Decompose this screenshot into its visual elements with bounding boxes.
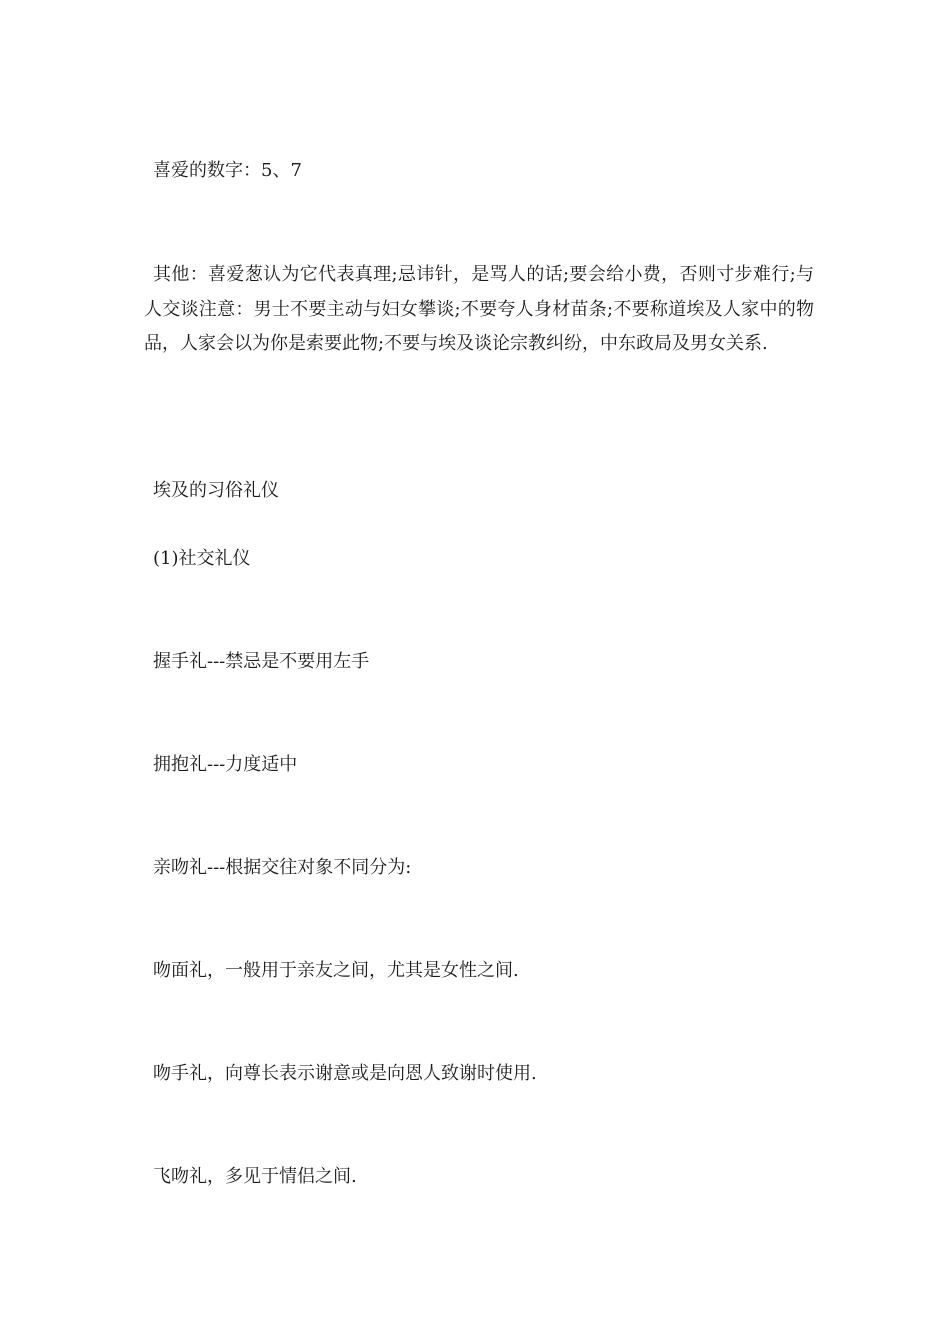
flying-kiss-item: 飞吻礼，多见于情侣之间. bbox=[153, 1166, 357, 1187]
favorite-numbers-line: 喜爱的数字：5、7 bbox=[153, 160, 302, 181]
hand-kiss-item: 吻手礼，向尊长表示谢意或是向恩人致谢时使用. bbox=[153, 1063, 537, 1084]
handshake-item: 握手礼---禁忌是不要用左手 bbox=[153, 651, 370, 672]
others-paragraph: 其他：喜爱葱认为它代表真理;忌讳针，是骂人的话;要会给小费，否则寸步难行;与人交谈注意：男士不要主动与妇女攀谈;不要夸人身材苗条;不要称道埃及人家中的物品，人家会以为你是索要此物;不要与埃及谈论宗教纠纷，中东政局及男女关系. bbox=[144, 264, 814, 354]
face-kiss-item: 吻面礼，一般用于亲友之间，尤其是女性之间. bbox=[153, 960, 519, 981]
subsection-title: (1)社交礼仪 bbox=[153, 548, 251, 569]
kiss-item: 亲吻礼---根据交往对象不同分为: bbox=[153, 857, 412, 878]
hug-item: 拥抱礼---力度适中 bbox=[153, 754, 298, 775]
section-title: 埃及的习俗礼仪 bbox=[153, 480, 279, 501]
